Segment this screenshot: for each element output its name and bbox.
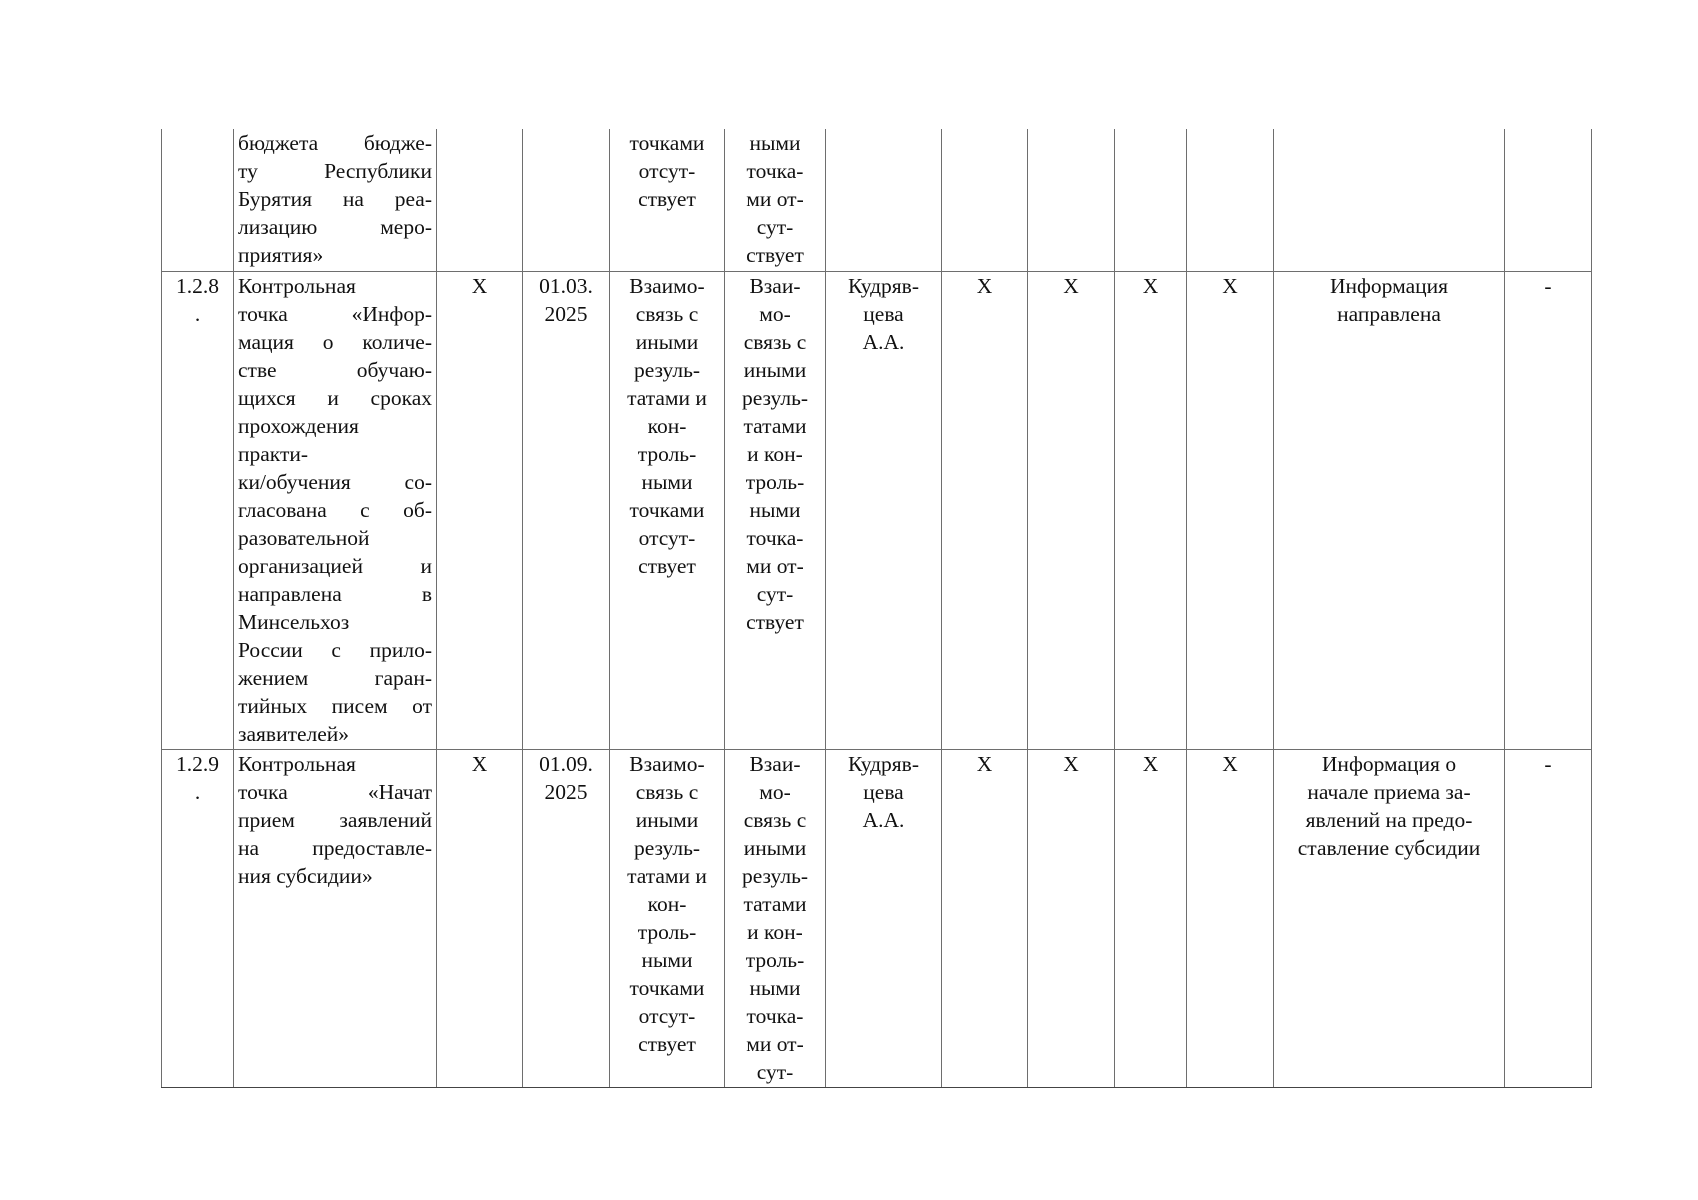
cell-line: Контрольная — [238, 751, 356, 776]
cell-line: троль- — [745, 947, 805, 972]
cell-responsible — [826, 271, 942, 749]
cell-line: связь с — [743, 807, 807, 832]
cell-control-point-name — [234, 749, 437, 1087]
cell-line: резуль- — [633, 835, 701, 860]
cell-line: Бурятия на реа- — [238, 187, 432, 211]
cell-line: резуль- — [633, 357, 701, 382]
cell-document — [1274, 271, 1505, 749]
cell-line: направлена в — [238, 581, 432, 606]
cell-line: Кудряв- — [847, 273, 919, 298]
cell-mark: Х — [942, 271, 1028, 749]
cell-mark: Х — [942, 749, 1028, 1087]
cell-line: троль- — [745, 469, 805, 494]
cell-line: Взаи- — [749, 751, 801, 776]
cell-mark — [1115, 129, 1187, 271]
cell-line: Кудряв- — [847, 751, 919, 776]
cell-mark — [1028, 129, 1115, 271]
cell-mark: Х — [1187, 749, 1274, 1087]
cell-line: ными — [749, 131, 801, 155]
cell-end-date — [523, 129, 610, 271]
table-row — [162, 271, 1592, 749]
cell-line: резуль- — [741, 385, 809, 410]
cell-line: сут- — [756, 1059, 794, 1084]
cell-mark: Х — [1115, 749, 1187, 1087]
cell-control-point-name — [234, 129, 437, 271]
cell-mark: Х — [1115, 271, 1187, 749]
cell-line: 2025 — [544, 301, 588, 326]
cell-line: точка- — [746, 159, 804, 183]
cell-line: троль- — [637, 441, 697, 466]
cell-responsible — [826, 129, 942, 271]
cell-line: Взаимо- — [629, 751, 705, 776]
cell-line: кон- — [647, 891, 687, 916]
cell-relation-results — [610, 271, 725, 749]
cell-line: Х — [471, 751, 488, 776]
cell-line: ными — [749, 975, 801, 1000]
cell-line: и кон- — [747, 919, 803, 944]
cell-line: лизацию меро- — [238, 215, 432, 239]
cell-line: на предоставле- — [238, 835, 432, 860]
cell-line: тийных писем от — [238, 693, 432, 718]
cell-line: 1.2.8 — [176, 273, 219, 298]
cell-line: практи- — [238, 441, 309, 466]
cell-line: России с прило- — [238, 637, 432, 662]
cell-line: прием заявлений — [238, 807, 432, 832]
cell-line: щихся и сроках — [238, 385, 432, 410]
cell-line: троль- — [637, 919, 697, 944]
cell-line: цева — [863, 779, 904, 804]
cell-line: мо- — [759, 779, 791, 804]
cell-mark — [942, 129, 1028, 271]
cell-line: резуль- — [741, 863, 809, 888]
cell-line: ки/обучения со- — [238, 469, 432, 494]
table-row — [162, 749, 1592, 1087]
cell-line: ми от- — [746, 553, 804, 578]
cell-line: ствует — [638, 187, 696, 211]
cell-line: ствует — [638, 1031, 696, 1056]
cell-number — [162, 129, 234, 271]
cell-number — [162, 271, 234, 749]
cell-line: организацией и — [238, 553, 432, 578]
cell-line: А.А. — [862, 807, 905, 832]
cell-line: иными — [743, 835, 807, 860]
cell-line: ными — [749, 497, 801, 522]
cell-line: точками — [629, 131, 705, 155]
cell-line: отсут- — [638, 1003, 696, 1028]
cell-line: ния субсидии» — [238, 863, 373, 888]
cell-line: точками — [629, 497, 705, 522]
cell-line: точка «Инфор- — [238, 301, 432, 326]
cell-line: А.А. — [862, 329, 905, 354]
cell-line: отсут- — [638, 525, 696, 550]
cell-line: Информация — [1329, 273, 1449, 298]
cell-line: начале приема за- — [1307, 779, 1471, 804]
cell-relation-results — [610, 749, 725, 1087]
cell-line: точка «Начат — [238, 779, 432, 804]
cell-line: ствует — [746, 243, 804, 267]
cell-line: гласована с об- — [238, 497, 432, 522]
cell-mark: Х — [1028, 749, 1115, 1087]
cell-note: - — [1505, 271, 1592, 749]
cell-line: кон- — [647, 413, 687, 438]
cell-line: точка- — [746, 525, 804, 550]
cell-line: связь с — [635, 779, 699, 804]
cell-relation-control-points — [725, 129, 826, 271]
cell-line: разовательной — [238, 525, 370, 550]
cell-line: ными — [641, 469, 693, 494]
cell-start-date — [437, 129, 523, 271]
cell-line: 01.03. — [539, 273, 593, 298]
cell-line: татами — [743, 891, 807, 916]
cell-line: Минсельхоз — [238, 609, 350, 634]
cell-line: Взаимо- — [629, 273, 705, 298]
cell-line: 2025 — [544, 779, 588, 804]
cell-line: точками — [629, 975, 705, 1000]
cell-line: отсут- — [638, 159, 696, 183]
cell-line: татами и — [627, 863, 707, 888]
cell-line: сут- — [756, 215, 794, 239]
cell-note — [1505, 129, 1592, 271]
cell-end-date — [523, 749, 610, 1087]
cell-line: связь с — [743, 329, 807, 354]
cell-line: прохождения — [238, 413, 359, 438]
cell-line: ставление субсидии — [1297, 835, 1481, 860]
cell-line: и кон- — [747, 441, 803, 466]
cell-line: . — [194, 301, 201, 326]
cell-line: стве обучаю- — [238, 357, 432, 382]
cell-relation-results — [610, 129, 725, 271]
cell-line: татами — [743, 413, 807, 438]
cell-line: ствует — [746, 609, 804, 634]
cell-line: Информация о — [1321, 751, 1457, 776]
cell-line: ми от- — [746, 187, 804, 211]
cell-line: направлена — [1337, 301, 1441, 326]
cell-note: - — [1505, 749, 1592, 1087]
cell-line: Контрольная — [238, 273, 356, 298]
cell-line: татами и — [627, 385, 707, 410]
cell-line: цева — [863, 301, 904, 326]
cell-responsible — [826, 749, 942, 1087]
cell-end-date — [523, 271, 610, 749]
cell-line: связь с — [635, 301, 699, 326]
cell-relation-control-points — [725, 271, 826, 749]
cell-line: ми от- — [746, 1031, 804, 1056]
cell-mark: Х — [1028, 271, 1115, 749]
cell-mark — [1187, 129, 1274, 271]
control-points-table — [161, 129, 1592, 1088]
cell-start-date — [437, 749, 523, 1087]
cell-line: мо- — [759, 301, 791, 326]
cell-line: ствует — [638, 553, 696, 578]
cell-start-date — [437, 271, 523, 749]
cell-line: Взаи- — [749, 273, 801, 298]
table-row — [162, 129, 1592, 271]
cell-line: точка- — [746, 1003, 804, 1028]
cell-line: 01.09. — [539, 751, 593, 776]
cell-document — [1274, 749, 1505, 1087]
cell-line: заявителей» — [238, 721, 350, 746]
cell-line: 1.2.9 — [176, 751, 219, 776]
cell-line: ту Республики — [238, 159, 432, 183]
cell-mark: Х — [1187, 271, 1274, 749]
cell-line: мация о количе- — [238, 329, 432, 354]
cell-line: ными — [641, 947, 693, 972]
cell-line: явлений на предо- — [1305, 807, 1473, 832]
cell-line: иными — [635, 807, 699, 832]
cell-line: иными — [635, 329, 699, 354]
cell-line: бюджета бюдже- — [238, 131, 432, 155]
cell-control-point-name — [234, 271, 437, 749]
cell-line: иными — [743, 357, 807, 382]
cell-line: приятия» — [238, 243, 324, 267]
cell-line: . — [194, 779, 201, 804]
cell-document — [1274, 129, 1505, 271]
cell-line: Х — [471, 273, 488, 298]
cell-relation-control-points — [725, 749, 826, 1087]
cell-line: сут- — [756, 581, 794, 606]
cell-number — [162, 749, 234, 1087]
cell-line: жением гаран- — [238, 665, 432, 690]
